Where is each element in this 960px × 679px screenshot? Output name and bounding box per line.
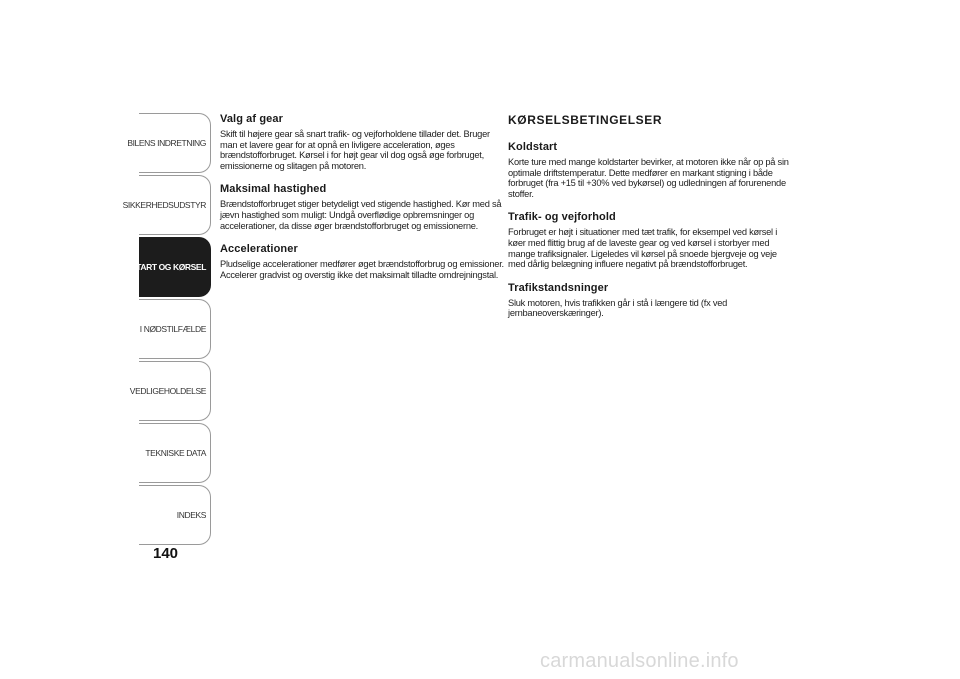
section-heading-trafikstandsninger: Trafikstandsninger [508,281,609,294]
tab-bilens-indretning[interactable] [127,113,211,173]
section-heading-valg-af-gear: Valg af gear [220,113,283,125]
chapter-section-title: KØRSELSBETINGELSER [508,113,663,127]
tab-i-nodstilfaelde[interactable] [139,299,211,359]
section-text-trafik-og-vejforhold: Forbruget er højt i situationer med tæt trafik, for eksempel ved kørsel i køer med flittig brug af de laveste gear og ved kørsel i storbyer med mange trafiksignaler. Ligeledes vil kørsel på snoede bjergveje og veje med dårlig belægning influere negativt på brændstofforbruget. [508,227,778,270]
tab-label: SIKKERHEDSUDSTYR [122,200,206,210]
tab-start-og-korsel[interactable] [130,237,211,297]
tab-tekniske-data[interactable] [139,423,211,483]
section-heading-koldstart: Koldstart [508,141,558,153]
tab-vedligeholdelse[interactable] [129,361,211,421]
tab-label: START OG KØRSEL [130,262,206,272]
page-number: 140 [153,545,179,562]
section-text-maksimal-hastighed: Brændstofforbruget stiger betydeligt ved stigende hastighed. Kør med så jævn hastighed som muligt: Undgå overflødige opbremsninger og accelerationer, da disse øger brændstofforbruget og emissionerne. [220,199,502,231]
section-heading-trafik-og-vejforhold: Trafik- og vejforhold [508,211,616,224]
watermark: carmanualsonline.info [540,650,739,672]
tab-indeks[interactable] [139,485,211,545]
section-heading-accelerationer: Accelerationer [220,243,298,256]
section-text-trafikstandsninger: Sluk motoren, hvis trafikken går i stå i længere tid (fx ved jernbaneoverskæringer). [508,297,728,319]
tab-label: BILENS INDRETNING [127,138,206,148]
tab-label: INDEKS [176,510,206,520]
tab-sikkerhedsudstyr[interactable] [122,175,211,235]
section-text-accelerationer: Pludselige accelerationer medfører øget brændstofforbrug og emissioner. Accelerer gradvist og overstig ikke det maksimalt tilladte omdrejningstal. [220,259,504,280]
tab-label: I NØDSTILFÆLDE [139,324,206,334]
section-heading-maksimal-hastighed: Maksimal hastighed [220,183,327,196]
left-column [220,113,506,292]
section-text-koldstart: Korte ture med mange koldstarter bevirker, at motoren ikke når op på sin optimale driftstemperatur. Dette medfører en markant stigning i både forbruget (fra +15 til +30% ved bykørsel) og udledningen af forurenende stoffer. [508,157,789,199]
right-column [508,113,792,331]
section-text-valg-af-gear: Skift til højere gear så snart trafik- og vejforholdene tillader det. Bruger man et lavere gear for at opnå en livligere acceleration, øges brændstofforbruget. Kørsel i for højt gear vil dog også øge forbruget, emissionerne og slitagen på motoren. [220,129,490,171]
tab-label: TEKNISKE DATA [145,448,206,458]
tab-label: VEDLIGEHOLDELSE [129,386,206,396]
